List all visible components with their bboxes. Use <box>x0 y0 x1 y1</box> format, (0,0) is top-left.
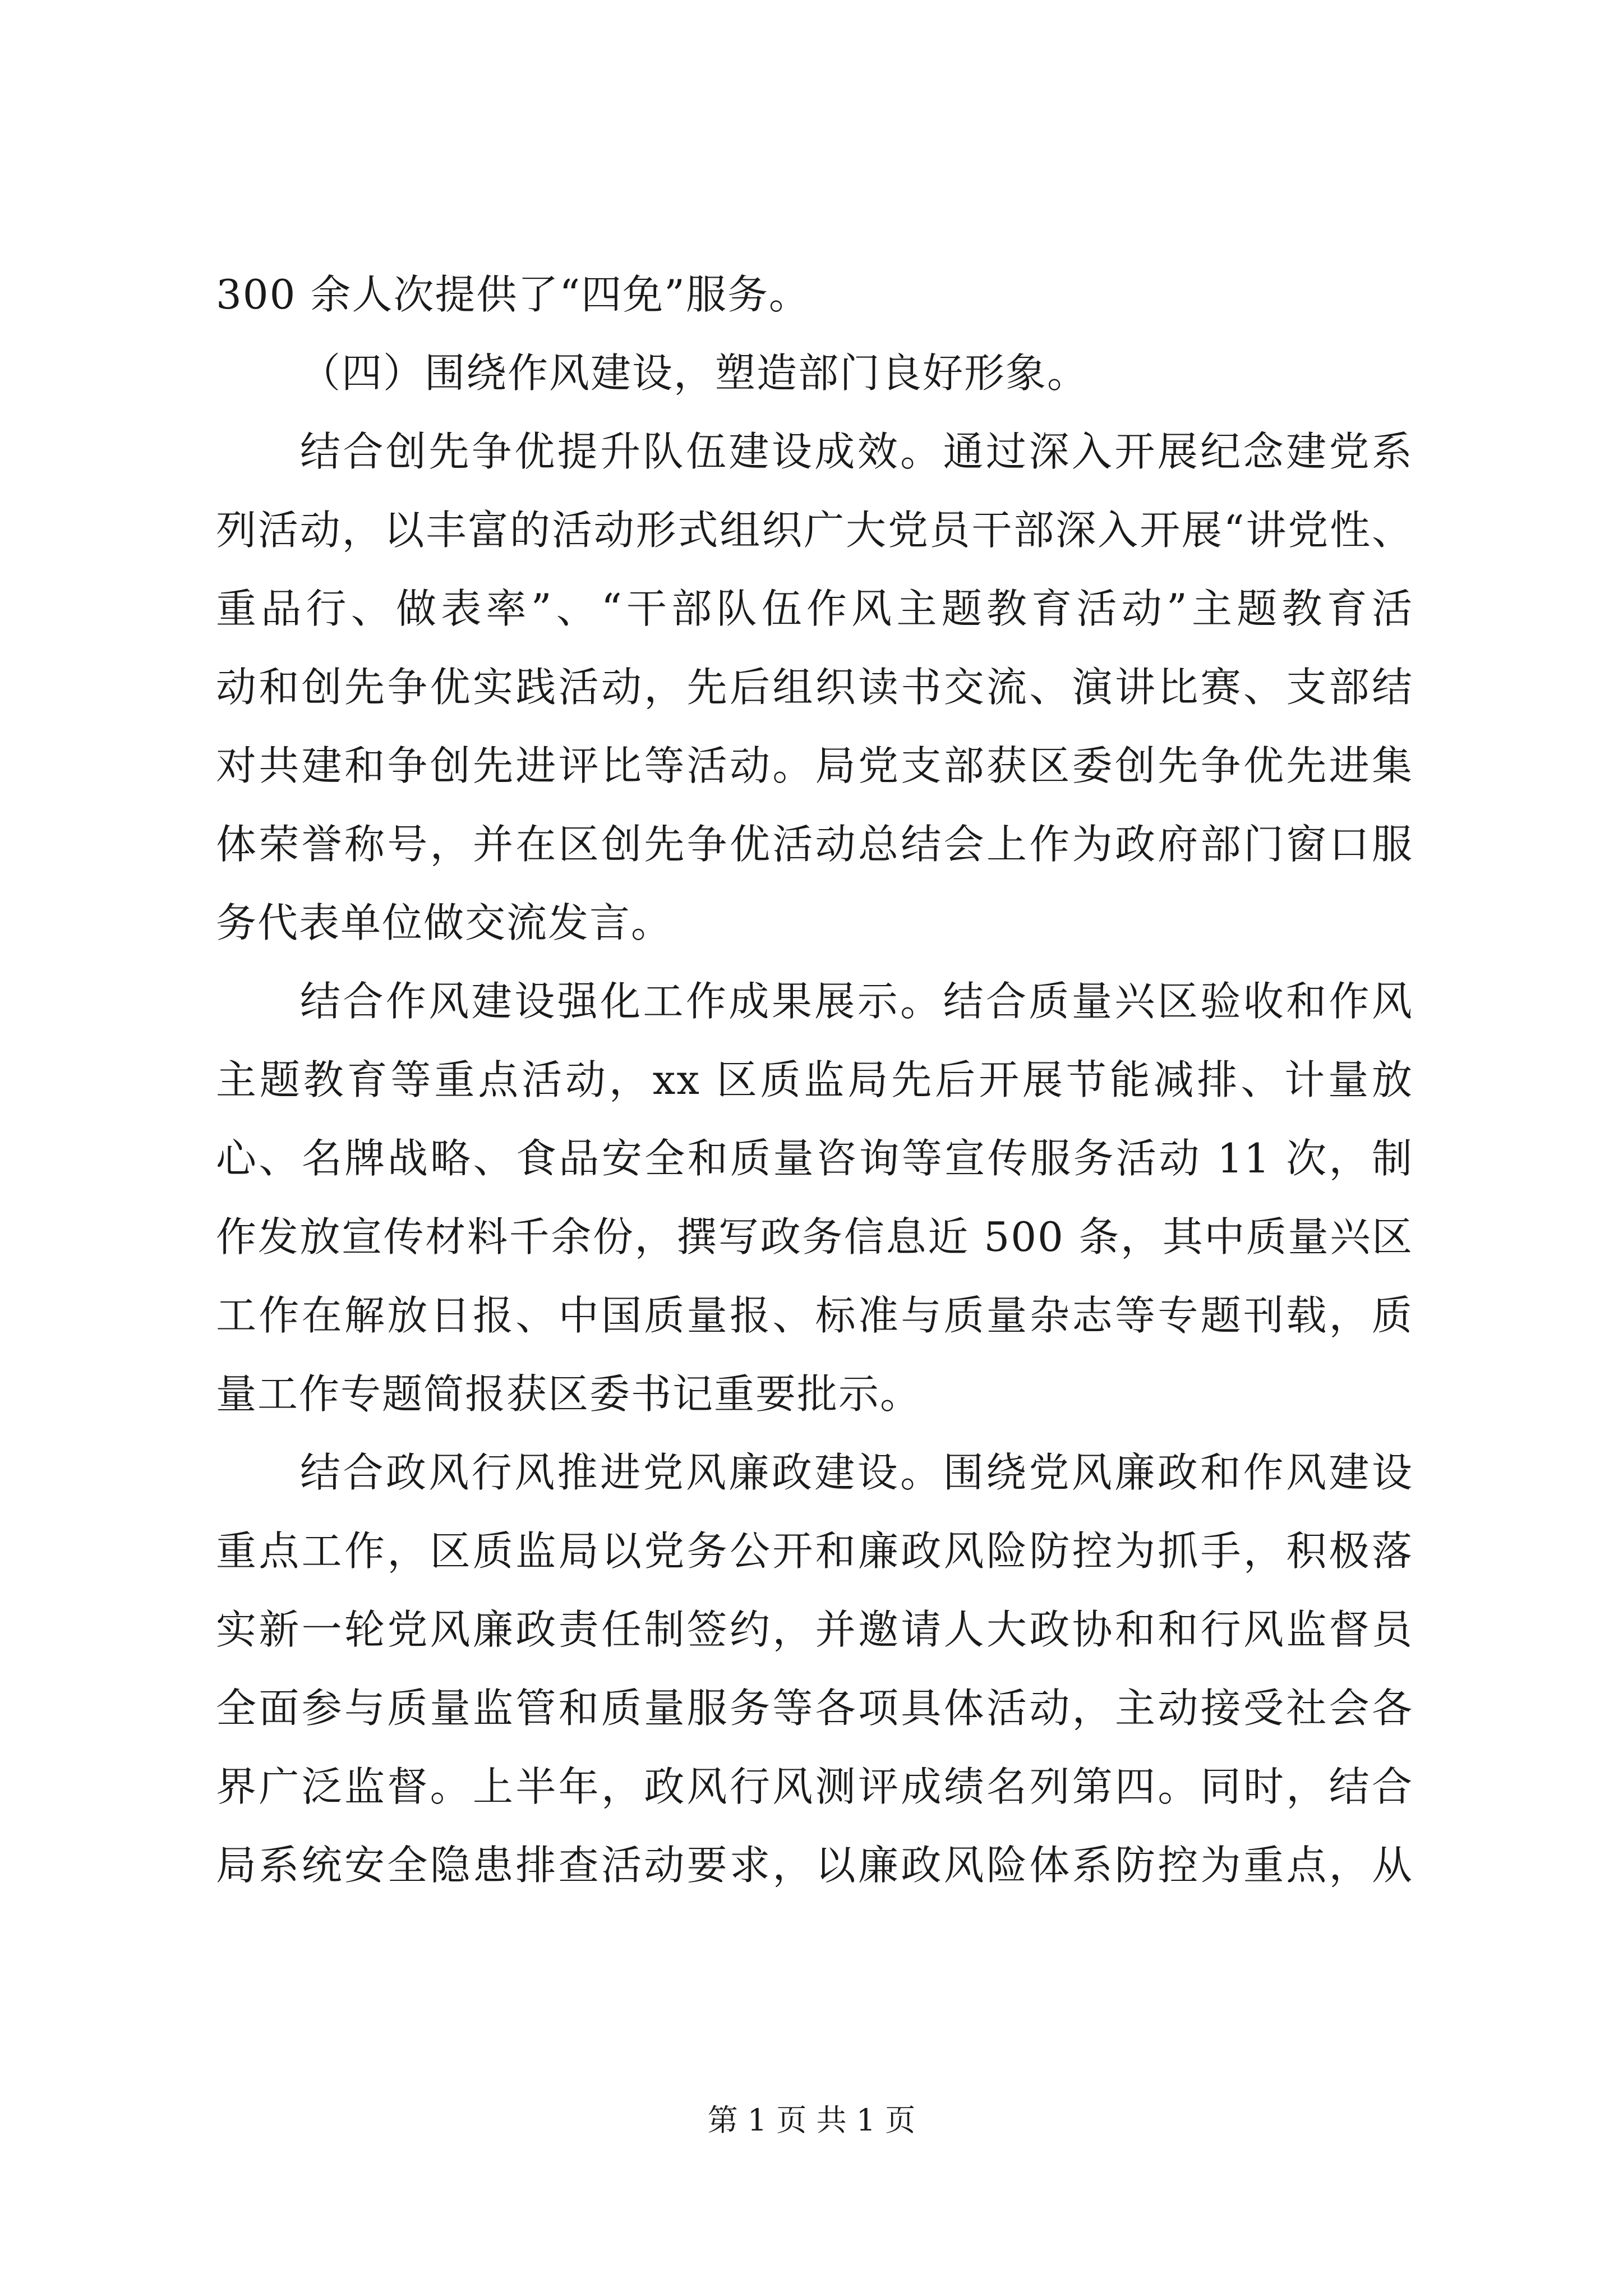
text-line-10: 结合作风建设强化工作成果展示。结合质量兴区验收和作风 <box>300 978 1413 1025</box>
text-line-3: 结合创先争优提升队伍建设成效。通过深入开展纪念建党系 <box>300 428 1413 475</box>
page-footer: 第 1 页 共 1 页 <box>707 2102 916 2138</box>
text-line-19: 全面参与质量监管和质量服务等各项具体活动，主动接受社会各 <box>216 1685 1413 1732</box>
text-line-13: 作发放宣传材料千余份，撰写政务信息近 500 条，其中质量兴区 <box>216 1213 1413 1260</box>
text-line-16: 结合政风行风推进党风廉政建设。围绕党风廉政和作风建设 <box>300 1449 1413 1496</box>
text-line-7: 对共建和争创先进评比等活动。局党支部获区委创先争优先进集 <box>216 742 1413 789</box>
text-line-8: 体荣誉称号，并在区创先争优活动总结会上作为政府部门窗口服 <box>216 821 1413 868</box>
text-line-5: 重品行、做表率”、“干部队伍作风主题教育活动”主题教育活 <box>216 585 1413 632</box>
text-line-21: 局系统安全隐患排查活动要求，以廉政风险体系防控为重点，从 <box>216 1842 1413 1889</box>
text-line-20: 界广泛监督。上半年，政风行风测评成绩名列第四。同时，结合 <box>216 1763 1413 1810</box>
text-line-14: 工作在解放日报、中国质量报、标准与质量杂志等专题刊载，质 <box>216 1292 1413 1339</box>
section-heading-4: （四）围绕作风建设，塑造部门良好形象。 <box>300 349 1089 397</box>
text-line-9: 务代表单位做交流发言。 <box>216 899 673 946</box>
text-line-1: 300 余人次提供了“四免”服务。 <box>216 271 810 318</box>
text-line-4: 列活动，以丰富的活动形式组织广大党员干部深入开展“讲党性、 <box>216 507 1413 554</box>
text-line-6: 动和创先争优实践活动，先后组织读书交流、演讲比赛、支部结 <box>216 664 1413 711</box>
document-body <box>216 255 1413 1904</box>
text-line-12: 心、名牌战略、食品安全和质量咨询等宣传服务活动 11 次，制 <box>216 1135 1413 1182</box>
text-line-18: 实新一轮党风廉政责任制签约，并邀请人大政协和和行风监督员 <box>216 1606 1413 1653</box>
text-line-17: 重点工作，区质监局以党务公开和廉政风险防控为抓手，积极落 <box>216 1527 1413 1575</box>
text-line-15: 量工作专题简报获区委书记重要批示。 <box>216 1370 922 1418</box>
text-line-11: 主题教育等重点活动，xx 区质监局先后开展节能减排、计量放 <box>216 1056 1413 1103</box>
